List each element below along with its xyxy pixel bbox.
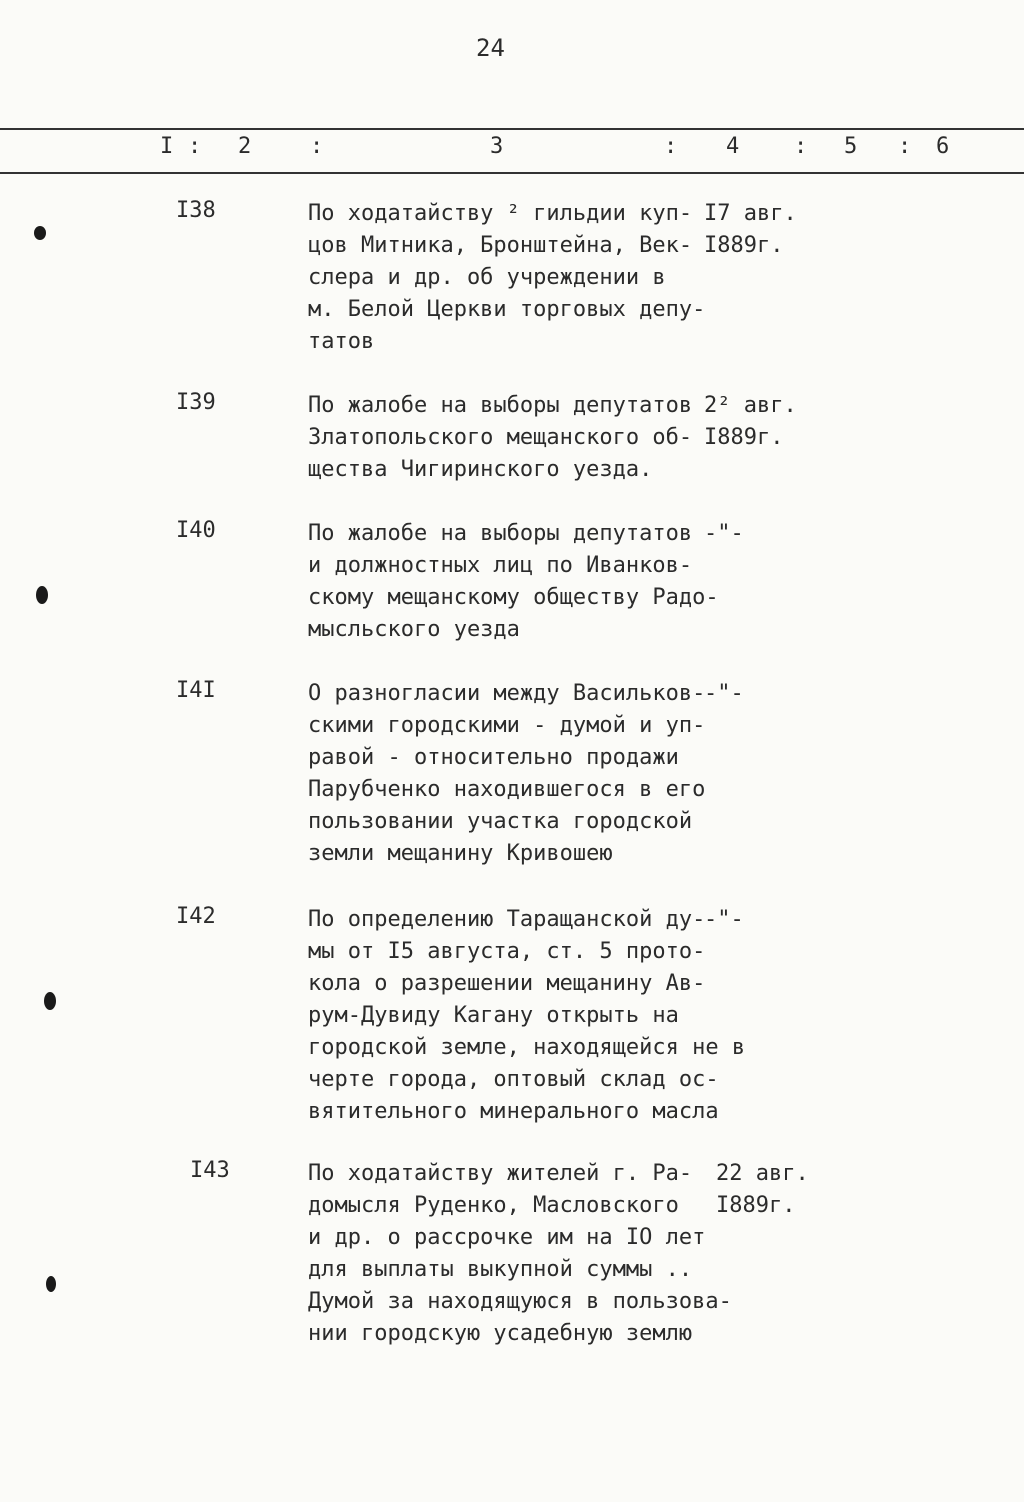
page-number: 24 [476, 34, 505, 62]
entry-description [308, 198, 748, 358]
description-line: и др. о рассрочке им на IO лет [308, 1225, 706, 1250]
entry-number: I42 [176, 904, 216, 929]
entry-date [704, 904, 814, 936]
description-line: вятительного минерального масла [308, 1099, 719, 1124]
description-line: и должностных лиц по Иванков- [308, 553, 693, 578]
date-line: 2² авг. [704, 393, 797, 418]
description-line: нии городскую усадебную землю [308, 1321, 693, 1346]
description-line: Златопольского мещанского об- [308, 425, 693, 450]
description-line: скими городскими - думой и уп- [308, 713, 706, 738]
description-line: По ходатайству жителей г. Ра- [308, 1161, 693, 1186]
description-line: Парубченко находившегося в его [308, 777, 706, 802]
binding-hole-mark [44, 992, 56, 1010]
header-sep-3: : [664, 134, 678, 159]
description-line: По ходатайству ² гильдии куп- [308, 201, 693, 226]
header-col-4: 4 [726, 134, 740, 159]
entry-description [308, 904, 748, 1128]
entry-date [704, 198, 814, 262]
entry-number: I4I [176, 678, 216, 703]
date-line: I7 авг. [704, 201, 797, 226]
date-line: I889г. [704, 425, 784, 450]
date-line: I889г. [704, 233, 784, 258]
table-header [0, 134, 1024, 164]
header-col-2: 2 [238, 134, 252, 159]
date-line: 22 авг. [716, 1161, 809, 1186]
entry-date [704, 518, 814, 550]
entry-number: I39 [176, 390, 216, 415]
entry-number: I38 [176, 198, 216, 223]
entry-description [308, 390, 748, 486]
entry-date [704, 678, 814, 710]
description-line: скому мещанскому обществу Радо- [308, 585, 719, 610]
description-line: черте города, оптовый склад ос- [308, 1067, 719, 1092]
description-line: По жалобе на выборы депутатов [308, 521, 693, 546]
entry-date [704, 390, 814, 454]
description-line: Думой за находящуюся в пользова- [308, 1289, 732, 1314]
entry-number: I40 [176, 518, 216, 543]
header-sep-5: : [898, 134, 912, 159]
description-line: домысля Руденко, Масловского [308, 1193, 679, 1218]
header-bottom-rule [0, 172, 1024, 174]
header-sep-2: : [310, 134, 324, 159]
binding-hole-mark [36, 586, 48, 604]
description-line: для выплаты выкупной суммы .. [308, 1257, 693, 1282]
entry-date [716, 1158, 826, 1222]
description-line: пользовании участка городской [308, 809, 693, 834]
description-line: По определению Таращанской ду- [308, 907, 706, 932]
description-line: кола о разрешении мещанину Ав- [308, 971, 706, 996]
description-line: земли мещанину Кривошею [308, 841, 613, 866]
entry-number: I43 [190, 1158, 230, 1183]
header-col-1: I [160, 134, 174, 159]
description-line: щества Чигиринского уезда. [308, 457, 653, 482]
description-line: равой - относительно продажи [308, 745, 679, 770]
description-line: По жалобе на выборы депутатов [308, 393, 693, 418]
description-line: мысльского уезда [308, 617, 520, 642]
date-line: -"- [704, 521, 744, 546]
description-line: м. Белой Церкви торговых депу- [308, 297, 706, 322]
header-top-rule [0, 128, 1024, 130]
header-sep-1: : [188, 134, 202, 159]
entry-description [308, 518, 748, 646]
header-col-5: 5 [844, 134, 858, 159]
header-col-6: 6 [936, 134, 950, 159]
date-line: -"- [704, 681, 744, 706]
description-line: слера и др. об учреждении в [308, 265, 666, 290]
binding-hole-mark [46, 1276, 56, 1292]
binding-hole-mark [34, 226, 46, 240]
description-line: рум-Дувиду Кагану открыть на [308, 1003, 679, 1028]
description-line: татов [308, 329, 375, 354]
description-line: мы от I5 августа, ст. 5 прото- [308, 939, 706, 964]
description-line: цов Митника, Бронштейна, Век- [308, 233, 693, 258]
header-col-3: 3 [490, 134, 504, 159]
description-line: городской земле, находящейся не в [308, 1035, 746, 1060]
date-line: I889г. [716, 1193, 796, 1218]
entry-description [308, 678, 748, 870]
entry-description [308, 1158, 748, 1350]
date-line: -"- [704, 907, 744, 932]
header-sep-4: : [794, 134, 808, 159]
description-line: О разногласии между Васильков- [308, 681, 706, 706]
